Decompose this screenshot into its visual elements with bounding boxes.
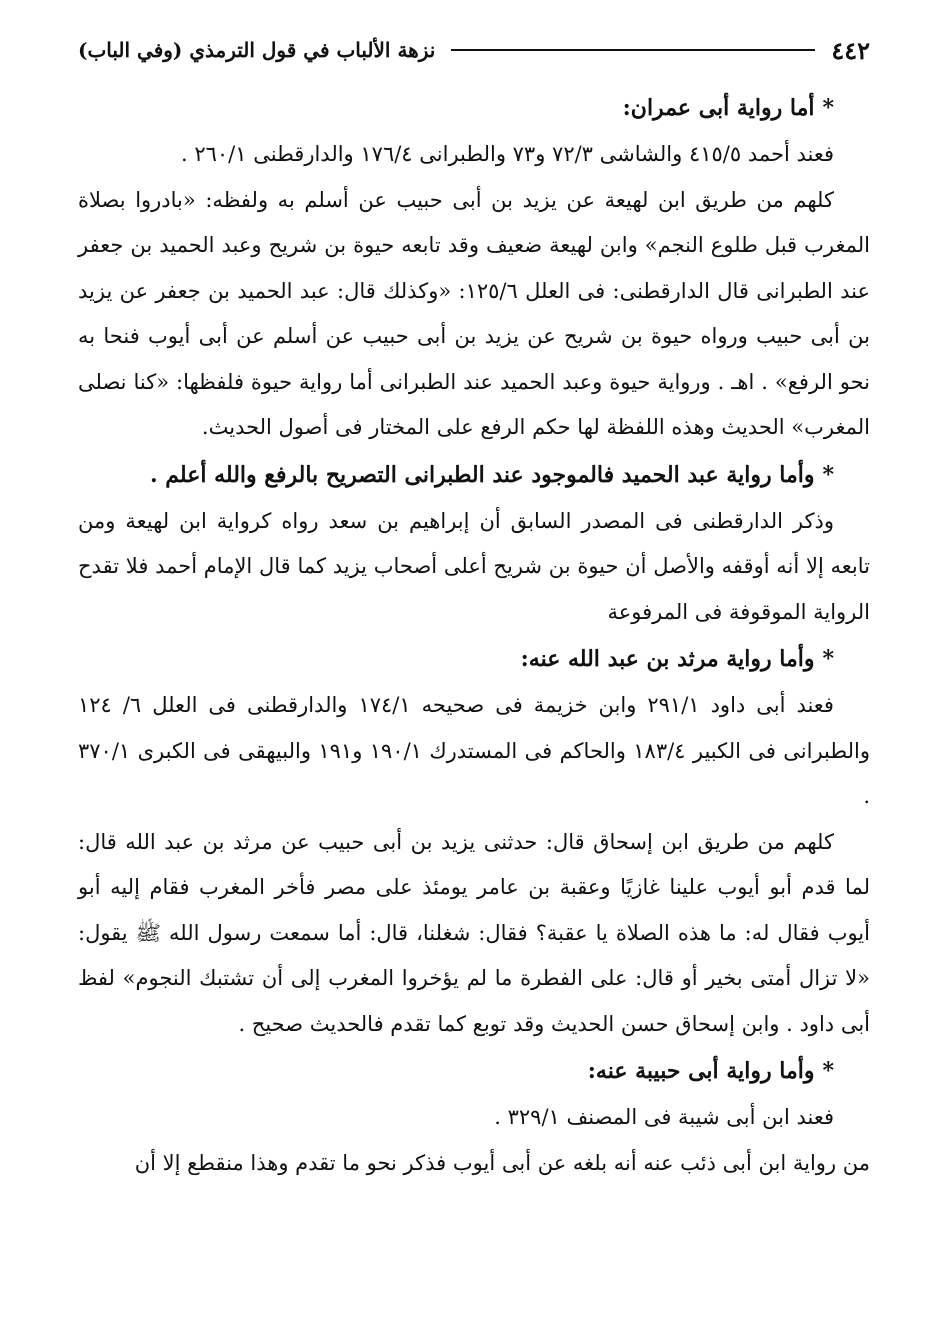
- body-paragraph: من رواية ابن أبى ذئب عنه أنه بلغه عن أبى أيوب فذكر نحو ما تقدم وهذا منقطع إلا أن: [134, 1150, 870, 1175]
- asterisk-marker: *: [822, 461, 834, 488]
- asterisk-marker: *: [822, 646, 834, 672]
- asterisk-marker: *: [822, 1058, 834, 1084]
- page-number: ٤٤٢: [831, 35, 870, 65]
- body-paragraph: وذكر الدارقطنى فى المصدر السابق أن إبراهيم بن سعد رواه كرواية ابن لهيعة ومن تابعه إلا أنه أوقفه والأصل أن حيوة بن شريح أعلى أصحاب يزيد كما قال الإمام أحمد فلا تقدح الرواية الموقوفة فى المرفوعة: [78, 508, 870, 624]
- running-header: [78, 30, 870, 70]
- heading-text: وأما رواية أبى حبيبة عنه:: [587, 1058, 815, 1084]
- asterisk-marker: *: [822, 95, 834, 121]
- section-heading: [78, 1047, 870, 1095]
- body-paragraph: فعند أحمد ٤١٥/٥ والشاشى ٧٢/٣ و٧٣ والطبرانى ١٧٦/٤ والدارقطنى ٢٦٠/١ .: [180, 142, 834, 166]
- body-paragraph: فعند أبى داود ٢٩١/١ وابن خزيمة فى صحيحه ١٧٤/١ والدارقطنى فى العلل ٦/ ١٢٤ والطبرانى فى الكبير ١٨٣/٤ والحاكم فى المستدرك ١٩٠/١ و١٩١ والبيهقى فى الكبرى ٣٧٠/١ .: [78, 693, 870, 808]
- page-body: [78, 84, 870, 1186]
- heading-text: وأما رواية عبد الحميد فالموجود عند الطبرانى التصريح بالرفع والله أعلم .: [149, 461, 815, 488]
- book-title: نزهة الألباب في قول الترمذي (وفي الباب): [78, 38, 436, 62]
- section-heading: [78, 84, 870, 132]
- section-heading: [78, 451, 870, 499]
- header-rule: [451, 49, 815, 51]
- body-paragraph: فعند ابن أبى شيبة فى المصنف ٣٢٩/١ .: [494, 1105, 834, 1129]
- section-heading: [78, 635, 870, 683]
- body-paragraph: كلهم من طريق ابن لهيعة عن يزيد بن أبى حبيب عن أسلم به ولفظه: «بادروا بصلاة المغرب قبل طلوع النجم» وابن لهيعة ضعيف وقد تابعه حيوة بن شريح وعبد الحميد بن جعفر عند الطبرانى قال الدارقطنى: فى العلل ١٢٥/٦: «وكذلك قال: عبد الحميد بن جعفر عن يزيد بن أبى حبيب ورواه حيوة بن شريح عن يزيد بن أبى حبيب عن أسلم عن أبى أيوب فنحا به نحو الرفع» . اهـ . ورواية حيوة وعبد الحميد عند الطبرانى أما رواية حيوة فلفظها: «كنا نصلى المغرب» الحديث وهذه اللفظة لها حكم الرفع على المختار فى أصول الحديث.: [78, 187, 870, 439]
- heading-text: وأما رواية مرثد بن عبد الله عنه:: [520, 646, 815, 672]
- body-paragraph: كلهم من طريق ابن إسحاق قال: حدثنى يزيد بن أبى حبيب عن مرثد بن عبد الله قال: لما قدم أبو أيوب علينا غازيًا وعقبة بن عامر يومئذ على مصر فأخر المغرب فقام إليه أبو أيوب فقال له: ما هذه الصلاة يا عقبة؟ فقال: شغلنا، قال: أما سمعت رسول الله ﷺ يقول: «لا تزال أمتى بخير أو قال: على الفطرة ما لم يؤخروا المغرب إلى أن تشتبك النجوم» لفظ أبى داود . وابن إسحاق حسن الحديث وقد توبع كما تقدم فالحديث صحيح .: [78, 829, 870, 1036]
- heading-text: أما رواية أبى عمران:: [622, 95, 815, 121]
